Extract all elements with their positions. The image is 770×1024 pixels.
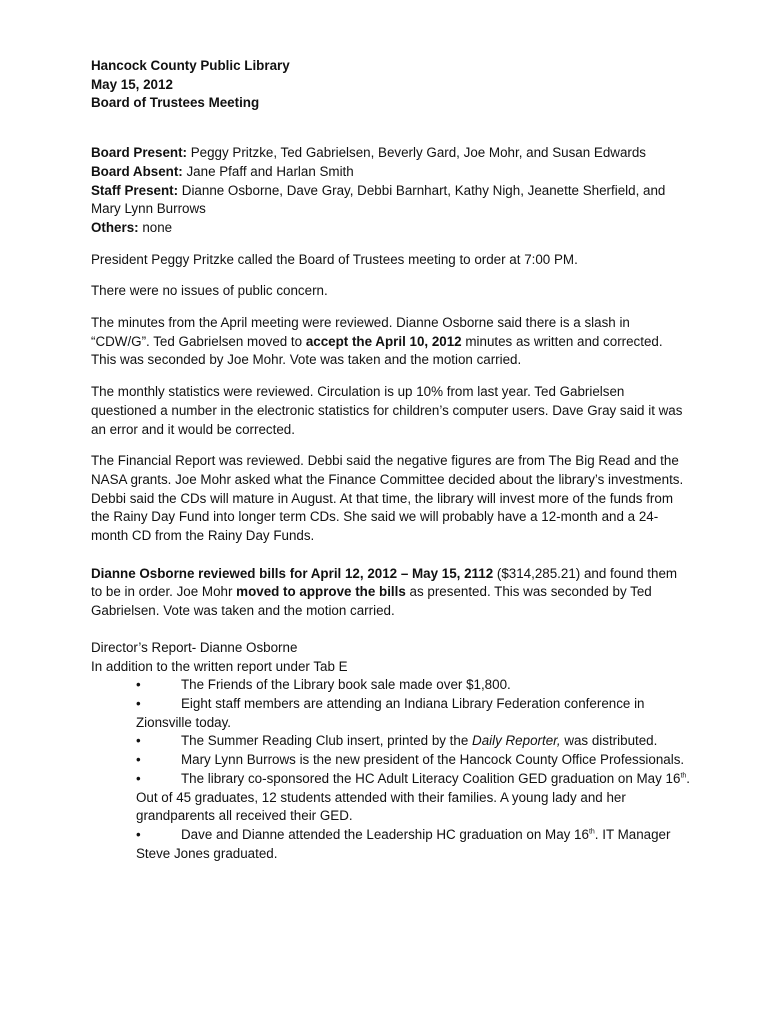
meeting-title: Board of Trustees Meeting <box>91 95 260 111</box>
newspaper-title: Daily Reporter, <box>472 733 561 749</box>
statistics-paragraph: The monthly statistics were reviewed. Circulation is up 10% from last year. Ted Gabrielsen questioned a number in the electronic statistics for children’s computer users. Dave Gray said it was an error and it would be corrected. <box>91 384 683 437</box>
ordinal-suffix: th <box>680 772 687 780</box>
board-present-names: Peggy Pritzke, Ted Gabrielsen, Beverly Gard, Joe Mohr, and Susan Edwards <box>187 145 646 161</box>
public-concern-paragraph: There were no issues of public concern. <box>91 283 328 299</box>
others-label: Others: <box>91 219 139 235</box>
director-report-title: Director’s Report- Dianne Osborne <box>91 639 298 655</box>
board-absent-names: Jane Pfaff and Harlan Smith <box>182 163 354 179</box>
staff-present-label: Staff Present: <box>91 182 179 198</box>
bullet-icon: • <box>136 770 141 786</box>
staff-present <box>91 182 691 219</box>
board-present-label: Board Present: <box>91 145 187 161</box>
list-item: • Dave and Dianne attended the Leadership HC graduation on May 16th. IT Manager Steve Jones graduated. <box>136 826 671 861</box>
bills-paragraph <box>91 565 691 621</box>
minutes-text-b: minutes as written and corrected. This was seconded by Joe Mohr. Vote was taken and the motion carried. <box>91 333 663 368</box>
list-item: • Mary Lynn Burrows is the new president of the Hancock County Office Professionals. <box>136 751 691 770</box>
list-item: • The Summer Reading Club insert, printed by the Daily Reporter, was distributed. <box>136 732 691 751</box>
bills-text-a: ($314,285.21) and found them to be in order. Joe Mohr <box>91 565 678 600</box>
bullet-icon: • <box>136 826 141 842</box>
board-absent <box>91 163 691 182</box>
bills-motion: moved to approve the bills <box>236 584 406 600</box>
others-present <box>91 219 691 238</box>
list-item: • The library co-sponsored the HC Adult Literacy Coalition GED graduation on May 16th. Out of 45 graduates, 12 students attended with their families. A young lady and her grandparents all received their GED. <box>136 770 691 824</box>
staff-present-names: Dianne Osborne, Dave Gray, Debbi Barnhart, Kathy Nigh, Jeanette Sherfield, and Mary Lynn Burrows <box>91 182 666 217</box>
bullet-icon: • <box>136 752 141 768</box>
minutes-text-a: The minutes from the April meeting were reviewed. Dianne Osborne said there is a slash in “CDW/G”. Ted Gabrielsen moved to <box>91 315 630 349</box>
board-absent-label: Board Absent: <box>91 163 183 179</box>
bullet-icon: • <box>136 695 141 711</box>
ordinal-suffix: th <box>588 828 595 836</box>
director-report-intro: In addition to the written report under Tab E <box>91 658 348 674</box>
others-names: none <box>138 219 173 235</box>
minutes-paragraph <box>91 314 691 370</box>
list-item: • The Friends of the Library book sale made over $1,800. <box>136 676 691 695</box>
document-page <box>91 57 691 863</box>
meeting-date: May 15, 2012 <box>91 76 173 92</box>
library-name: Hancock County Public Library <box>91 58 290 73</box>
bills-text-b: as presented. This was seconded by Ted Gabrielsen. Vote was taken and the motion carried. <box>91 584 652 619</box>
bullet-icon: • <box>136 677 141 693</box>
list-item: • Eight staff members are attending an Indiana Library Federation conference in Zionsville today. <box>136 695 645 730</box>
bills-review: Dianne Osborne reviewed bills for April 12, 2012 – May 15, 2112 <box>91 565 494 581</box>
director-report-list <box>91 676 691 863</box>
minutes-motion: accept the April 10, 2012 <box>305 333 462 349</box>
board-present <box>91 144 691 163</box>
call-to-order-paragraph: President Peggy Pritzke called the Board of Trustees meeting to order at 7:00 PM. <box>91 251 578 267</box>
financial-paragraph: The Financial Report was reviewed. Debbi said the negative figures are from The Big Read and the NASA grants. Joe Mohr asked what the Finance Committee decided about the library’s investments. Debbi said the CDs will mature in August. At that time, the library will invest more of the funds from the Rainy Day Fund into longer term CDs. She said we will probably have a 12-month and a 24-month CD from the Rainy Day Funds. <box>91 453 684 544</box>
bullet-icon: • <box>136 733 141 749</box>
